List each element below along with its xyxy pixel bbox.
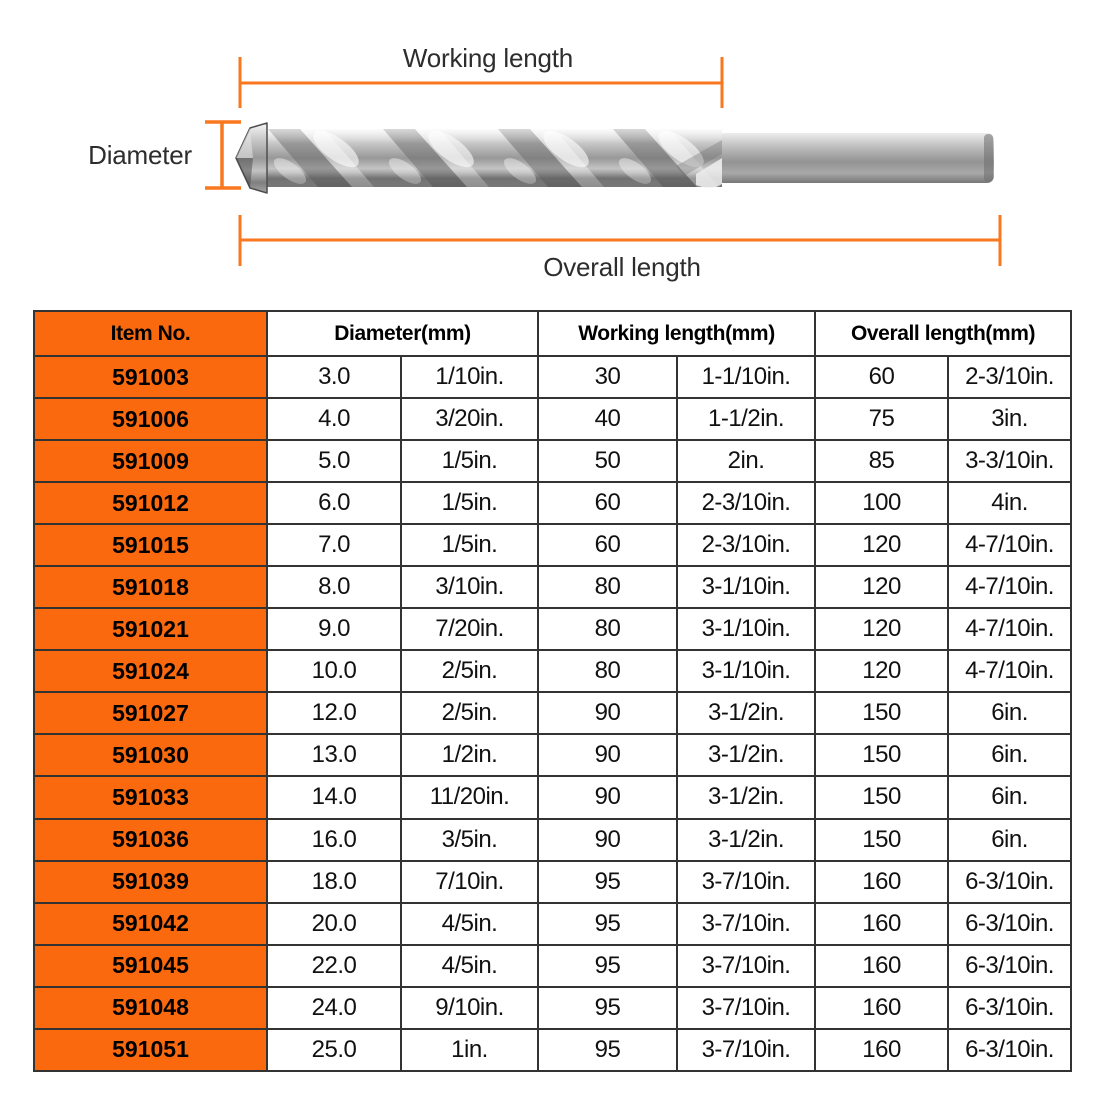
item-no-cell: 591039: [34, 861, 267, 903]
diameter-in-cell: 4/5in.: [401, 945, 538, 987]
diameter-in-cell: 2/5in.: [401, 650, 538, 692]
overall-length-in-cell: 6in.: [948, 819, 1071, 861]
diameter-in-cell: 2/5in.: [401, 692, 538, 734]
diameter-mm-cell: 16.0: [267, 819, 401, 861]
working-length-mm-cell: 95: [538, 903, 677, 945]
working-length-mm-cell: 60: [538, 482, 677, 524]
working-length-in-cell: 3-1/10in.: [677, 566, 815, 608]
diameter-mm-cell: 10.0: [267, 650, 401, 692]
table-row: [34, 608, 1071, 650]
overall-length-mm-cell: 60: [815, 356, 948, 398]
overall-length-mm-cell: 120: [815, 608, 948, 650]
overall-length-label: Overall length: [543, 252, 701, 282]
spec-table: [33, 310, 1072, 1072]
table-row: [34, 524, 1071, 566]
diameter-in-cell: 3/5in.: [401, 819, 538, 861]
table-row: [34, 776, 1071, 818]
overall-length-in-cell: 6-3/10in.: [948, 987, 1071, 1029]
table-header-row: [34, 311, 1071, 356]
table-row: [34, 398, 1071, 440]
overall-length-mm-cell: 150: [815, 734, 948, 776]
diameter-mm-cell: 9.0: [267, 608, 401, 650]
working-length-mm-cell: 80: [538, 650, 677, 692]
overall-length-in-cell: 2-3/10in.: [948, 356, 1071, 398]
table-row: [34, 903, 1071, 945]
diameter-label: Diameter: [88, 140, 192, 170]
overall-length-mm-cell: 100: [815, 482, 948, 524]
diameter-mm-cell: 7.0: [267, 524, 401, 566]
diameter-mm-cell: 3.0: [267, 356, 401, 398]
overall-length-mm-cell: 160: [815, 987, 948, 1029]
overall-length-in-cell: 6-3/10in.: [948, 861, 1071, 903]
overall-length-mm-cell: 150: [815, 776, 948, 818]
table-row: [34, 987, 1071, 1029]
diameter-mm-cell: 13.0: [267, 734, 401, 776]
working-length-in-cell: 2-3/10in.: [677, 524, 815, 566]
table-row: [34, 566, 1071, 608]
working-length-mm-cell: 90: [538, 776, 677, 818]
working-length-in-cell: 3-1/2in.: [677, 819, 815, 861]
diameter-in-cell: 7/20in.: [401, 608, 538, 650]
diameter-in-cell: 9/10in.: [401, 987, 538, 1029]
item-no-cell: 591006: [34, 398, 267, 440]
diameter-dimension-line: [205, 122, 241, 188]
working-length-label: Working length: [402, 43, 574, 73]
working-length-mm-cell: 30: [538, 356, 677, 398]
overall-length-in-cell: 6-3/10in.: [948, 945, 1071, 987]
table-row: [34, 1029, 1071, 1071]
item-no-cell: 591027: [34, 692, 267, 734]
item-no-cell: 591021: [34, 608, 267, 650]
diameter-mm-cell: 14.0: [267, 776, 401, 818]
diameter-in-cell: 4/5in.: [401, 903, 538, 945]
overall-length-in-cell: 6in.: [948, 692, 1071, 734]
working-length-in-cell: 3-1/2in.: [677, 692, 815, 734]
col-header-working-length: Working length(mm): [538, 311, 815, 356]
diameter-in-cell: 7/10in.: [401, 861, 538, 903]
diameter-in-cell: 1/5in.: [401, 440, 538, 482]
table-row: [34, 482, 1071, 524]
drill-bit-image: [236, 123, 994, 193]
working-length-in-cell: 2in.: [677, 440, 815, 482]
working-length-mm-cell: 95: [538, 945, 677, 987]
working-length-in-cell: 3-1/2in.: [677, 776, 815, 818]
diameter-in-cell: 1/5in.: [401, 524, 538, 566]
overall-length-mm-cell: 75: [815, 398, 948, 440]
working-length-in-cell: 1-1/2in.: [677, 398, 815, 440]
table-row: [34, 356, 1071, 398]
item-no-cell: 591009: [34, 440, 267, 482]
overall-length-mm-cell: 160: [815, 861, 948, 903]
col-header-diameter: Diameter(mm): [267, 311, 538, 356]
working-length-in-cell: 3-1/10in.: [677, 608, 815, 650]
overall-length-in-cell: 4-7/10in.: [948, 566, 1071, 608]
diameter-in-cell: 1in.: [401, 1029, 538, 1071]
overall-length-in-cell: 3-3/10in.: [948, 440, 1071, 482]
diameter-mm-cell: 18.0: [267, 861, 401, 903]
diameter-in-cell: 11/20in.: [401, 776, 538, 818]
working-length-in-cell: 3-1/2in.: [677, 734, 815, 776]
item-no-cell: 591051: [34, 1029, 267, 1071]
working-length-mm-cell: 80: [538, 566, 677, 608]
working-length-in-cell: 3-1/10in.: [677, 650, 815, 692]
overall-length-in-cell: 6-3/10in.: [948, 1029, 1071, 1071]
diameter-in-cell: 3/10in.: [401, 566, 538, 608]
overall-length-in-cell: 6in.: [948, 776, 1071, 818]
diameter-in-cell: 1/5in.: [401, 482, 538, 524]
table-row: [34, 692, 1071, 734]
table-row: [34, 861, 1071, 903]
item-no-cell: 591024: [34, 650, 267, 692]
diameter-mm-cell: 24.0: [267, 987, 401, 1029]
diameter-mm-cell: 25.0: [267, 1029, 401, 1071]
overall-length-in-cell: 4-7/10in.: [948, 608, 1071, 650]
working-length-in-cell: 3-7/10in.: [677, 1029, 815, 1071]
diameter-in-cell: 3/20in.: [401, 398, 538, 440]
col-header-item-no: Item No.: [34, 311, 267, 356]
working-length-mm-cell: 80: [538, 608, 677, 650]
working-length-in-cell: 3-7/10in.: [677, 987, 815, 1029]
working-length-mm-cell: 90: [538, 692, 677, 734]
diameter-mm-cell: 4.0: [267, 398, 401, 440]
diameter-in-cell: 1/10in.: [401, 356, 538, 398]
item-no-cell: 591048: [34, 987, 267, 1029]
diameter-mm-cell: 6.0: [267, 482, 401, 524]
overall-length-in-cell: 4in.: [948, 482, 1071, 524]
item-no-cell: 591042: [34, 903, 267, 945]
diameter-mm-cell: 8.0: [267, 566, 401, 608]
working-length-in-cell: 1-1/10in.: [677, 356, 815, 398]
working-length-mm-cell: 95: [538, 861, 677, 903]
table-row: [34, 650, 1071, 692]
overall-length-mm-cell: 160: [815, 903, 948, 945]
item-no-cell: 591036: [34, 819, 267, 861]
table-row: [34, 945, 1071, 987]
item-no-cell: 591015: [34, 524, 267, 566]
item-no-cell: 591030: [34, 734, 267, 776]
overall-length-mm-cell: 120: [815, 566, 948, 608]
working-length-mm-cell: 95: [538, 1029, 677, 1071]
overall-length-in-cell: 3in.: [948, 398, 1071, 440]
working-length-in-cell: 3-7/10in.: [677, 903, 815, 945]
overall-length-mm-cell: 150: [815, 819, 948, 861]
diameter-mm-cell: 12.0: [267, 692, 401, 734]
working-length-mm-cell: 90: [538, 734, 677, 776]
col-header-overall-length: Overall length(mm): [815, 311, 1071, 356]
item-no-cell: 591018: [34, 566, 267, 608]
overall-length-mm-cell: 120: [815, 650, 948, 692]
diameter-mm-cell: 5.0: [267, 440, 401, 482]
working-length-mm-cell: 90: [538, 819, 677, 861]
table-row: [34, 819, 1071, 861]
working-length-mm-cell: 50: [538, 440, 677, 482]
working-length-mm-cell: 95: [538, 987, 677, 1029]
diameter-mm-cell: 22.0: [267, 945, 401, 987]
item-no-cell: 591012: [34, 482, 267, 524]
overall-length-mm-cell: 85: [815, 440, 948, 482]
item-no-cell: 591003: [34, 356, 267, 398]
working-length-mm-cell: 60: [538, 524, 677, 566]
overall-length-in-cell: 4-7/10in.: [948, 650, 1071, 692]
overall-length-in-cell: 6in.: [948, 734, 1071, 776]
overall-length-mm-cell: 120: [815, 524, 948, 566]
overall-length-mm-cell: 150: [815, 692, 948, 734]
overall-length-in-cell: 4-7/10in.: [948, 524, 1071, 566]
overall-length-mm-cell: 160: [815, 1029, 948, 1071]
item-no-cell: 591045: [34, 945, 267, 987]
overall-length-mm-cell: 160: [815, 945, 948, 987]
working-length-in-cell: 3-7/10in.: [677, 861, 815, 903]
diameter-mm-cell: 20.0: [267, 903, 401, 945]
table-row: [34, 440, 1071, 482]
working-length-mm-cell: 40: [538, 398, 677, 440]
working-length-in-cell: 3-7/10in.: [677, 945, 815, 987]
item-no-cell: 591033: [34, 776, 267, 818]
drill-bit-diagram: [0, 0, 1100, 300]
table-row: [34, 734, 1071, 776]
diameter-in-cell: 1/2in.: [401, 734, 538, 776]
overall-length-in-cell: 6-3/10in.: [948, 903, 1071, 945]
working-length-in-cell: 2-3/10in.: [677, 482, 815, 524]
